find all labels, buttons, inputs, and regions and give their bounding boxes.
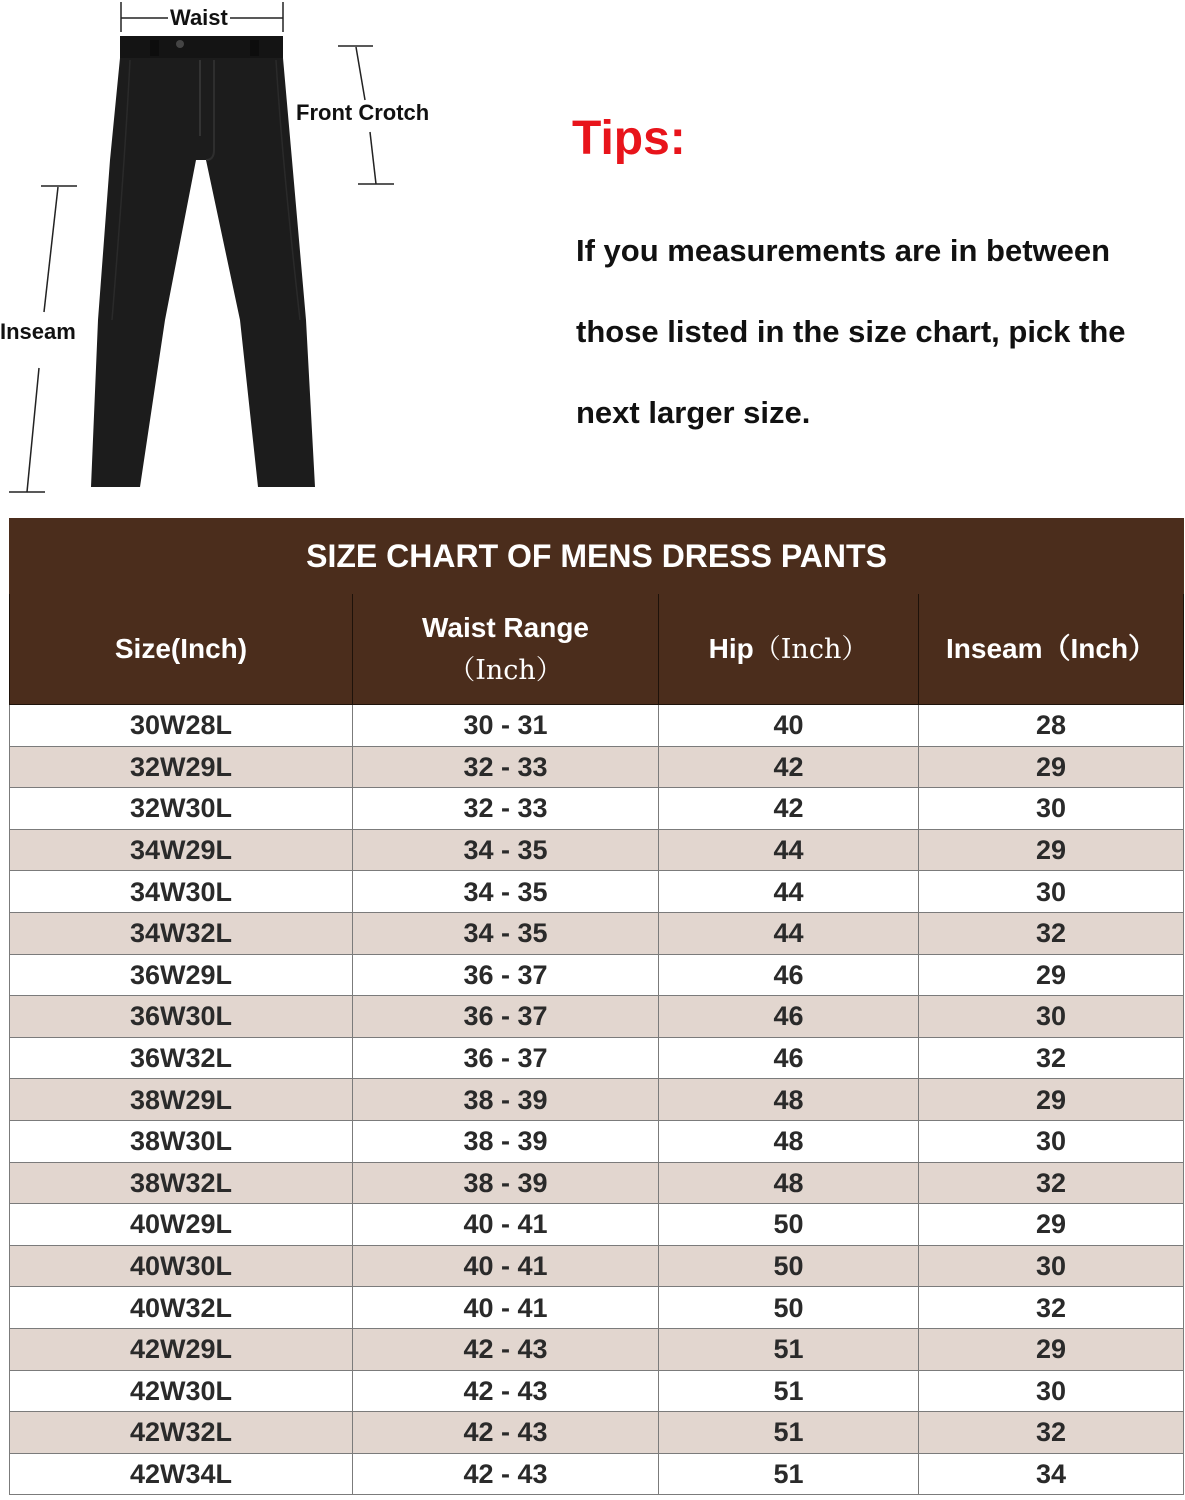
front-crotch-label: Front Crotch bbox=[296, 100, 430, 125]
waist-range-cell: 32 - 33 bbox=[353, 746, 659, 788]
inseam-cell: 32 bbox=[919, 912, 1184, 954]
table-row bbox=[10, 1453, 1184, 1495]
inseam-cell: 30 bbox=[919, 1245, 1184, 1287]
waist-range-cell: 40 - 41 bbox=[353, 1204, 659, 1246]
size-cell: 38W30L bbox=[10, 1120, 353, 1162]
column-header-label: Waist Range bbox=[422, 611, 589, 643]
inseam-cell: 32 bbox=[919, 1162, 1184, 1204]
size-cell: 36W29L bbox=[10, 954, 353, 996]
table-row bbox=[10, 746, 1184, 788]
size-cell: 42W29L bbox=[10, 1328, 353, 1370]
table-row bbox=[10, 1370, 1184, 1412]
hip-cell: 48 bbox=[659, 1120, 919, 1162]
column-header-hip bbox=[659, 594, 919, 705]
waist-range-cell: 42 - 43 bbox=[353, 1370, 659, 1412]
tips-title: Tips: bbox=[572, 112, 686, 165]
tips-text bbox=[572, 210, 1177, 453]
size-cell: 30W28L bbox=[10, 705, 353, 747]
hip-cell: 51 bbox=[659, 1453, 919, 1495]
inseam-cell: 29 bbox=[919, 829, 1184, 871]
inseam-cell: 30 bbox=[919, 871, 1184, 913]
size-cell: 34W29L bbox=[10, 829, 353, 871]
tips-line: next larger size. bbox=[576, 395, 811, 430]
column-header-label: Size(Inch) bbox=[114, 633, 248, 664]
size-cell: 40W29L bbox=[10, 1204, 353, 1246]
table-row bbox=[10, 912, 1184, 954]
hip-cell: 40 bbox=[659, 705, 919, 747]
waist-range-cell: 38 - 39 bbox=[353, 1079, 659, 1121]
inseam-label: Inseam bbox=[0, 319, 76, 344]
table-row bbox=[10, 996, 1184, 1038]
size-cell: 36W32L bbox=[10, 1037, 353, 1079]
hip-cell: 44 bbox=[659, 912, 919, 954]
waist-range-cell: 38 - 39 bbox=[353, 1162, 659, 1204]
table-row bbox=[10, 871, 1184, 913]
table-row bbox=[10, 954, 1184, 996]
inseam-cell: 30 bbox=[919, 788, 1184, 830]
size-cell: 32W29L bbox=[10, 746, 353, 788]
inseam-cell: 34 bbox=[919, 1453, 1184, 1495]
column-header-unit: （Inch） bbox=[1042, 633, 1157, 664]
waist-range-cell: 34 - 35 bbox=[353, 871, 659, 913]
pants-diagram-svg bbox=[0, 0, 520, 505]
tips-section bbox=[572, 108, 1177, 453]
size-cell: 38W32L bbox=[10, 1162, 353, 1204]
size-cell: 42W30L bbox=[10, 1370, 353, 1412]
inseam-cell: 29 bbox=[919, 746, 1184, 788]
table-body bbox=[10, 705, 1184, 1495]
table-row bbox=[10, 1245, 1184, 1287]
size-chart bbox=[9, 518, 1183, 1495]
size-cell: 36W30L bbox=[10, 996, 353, 1038]
table-row bbox=[10, 1412, 1184, 1454]
table-row bbox=[10, 1204, 1184, 1246]
inseam-cell: 28 bbox=[919, 705, 1184, 747]
table-row bbox=[10, 1037, 1184, 1079]
hip-cell: 46 bbox=[659, 1037, 919, 1079]
hip-cell: 50 bbox=[659, 1245, 919, 1287]
inseam-cell: 29 bbox=[919, 1204, 1184, 1246]
hip-cell: 51 bbox=[659, 1370, 919, 1412]
size-cell: 32W30L bbox=[10, 788, 353, 830]
inseam-cell: 32 bbox=[919, 1287, 1184, 1329]
size-cell: 40W32L bbox=[10, 1287, 353, 1329]
hip-cell: 44 bbox=[659, 871, 919, 913]
waist-range-cell: 40 - 41 bbox=[353, 1287, 659, 1329]
table-row bbox=[10, 705, 1184, 747]
hip-cell: 44 bbox=[659, 829, 919, 871]
column-header-size bbox=[10, 594, 353, 705]
waist-range-cell: 34 - 35 bbox=[353, 912, 659, 954]
waist-label: Waist bbox=[170, 5, 228, 30]
size-cell: 38W29L bbox=[10, 1079, 353, 1121]
measurement-diagram bbox=[0, 0, 520, 505]
column-header-unit: （Inch） bbox=[448, 654, 563, 686]
size-chart-table bbox=[9, 518, 1184, 1495]
size-cell: 42W32L bbox=[10, 1412, 353, 1454]
table-row bbox=[10, 1079, 1184, 1121]
size-cell: 40W30L bbox=[10, 1245, 353, 1287]
column-header-waist bbox=[353, 594, 659, 705]
pants-icon bbox=[91, 36, 315, 487]
column-header-label: Hip bbox=[708, 632, 754, 664]
waist-range-cell: 30 - 31 bbox=[353, 705, 659, 747]
table-row bbox=[10, 1120, 1184, 1162]
chart-title: SIZE CHART OF MENS DRESS PANTS bbox=[10, 519, 1184, 594]
inseam-cell: 29 bbox=[919, 1079, 1184, 1121]
inseam-cell: 29 bbox=[919, 954, 1184, 996]
size-cell: 34W30L bbox=[10, 871, 353, 913]
waist-range-cell: 40 - 41 bbox=[353, 1245, 659, 1287]
waist-range-cell: 36 - 37 bbox=[353, 954, 659, 996]
table-header-row bbox=[10, 594, 1184, 705]
inseam-cell: 30 bbox=[919, 1120, 1184, 1162]
hip-cell: 46 bbox=[659, 996, 919, 1038]
table-row bbox=[10, 1328, 1184, 1370]
waist-range-cell: 42 - 43 bbox=[353, 1412, 659, 1454]
tips-line: those listed in the size chart, pick the bbox=[576, 314, 1126, 349]
waist-range-cell: 42 - 43 bbox=[353, 1453, 659, 1495]
hip-cell: 50 bbox=[659, 1287, 919, 1329]
hip-cell: 50 bbox=[659, 1204, 919, 1246]
table-row bbox=[10, 1287, 1184, 1329]
inseam-cell: 32 bbox=[919, 1037, 1184, 1079]
size-cell: 34W32L bbox=[10, 912, 353, 954]
inseam-cell: 29 bbox=[919, 1328, 1184, 1370]
waist-range-cell: 34 - 35 bbox=[353, 829, 659, 871]
waist-range-cell: 36 - 37 bbox=[353, 1037, 659, 1079]
column-header-inseam bbox=[919, 594, 1184, 705]
waist-range-cell: 36 - 37 bbox=[353, 996, 659, 1038]
table-row bbox=[10, 1162, 1184, 1204]
table-row bbox=[10, 829, 1184, 871]
inseam-cell: 30 bbox=[919, 1370, 1184, 1412]
waist-range-cell: 38 - 39 bbox=[353, 1120, 659, 1162]
inseam-cell: 30 bbox=[919, 996, 1184, 1038]
hip-cell: 48 bbox=[659, 1162, 919, 1204]
column-header-unit: （Inch） bbox=[753, 633, 869, 665]
hip-cell: 42 bbox=[659, 746, 919, 788]
hip-cell: 51 bbox=[659, 1328, 919, 1370]
column-header-label: Inseam bbox=[945, 633, 1043, 664]
waist-range-cell: 42 - 43 bbox=[353, 1328, 659, 1370]
table-row bbox=[10, 788, 1184, 830]
hip-cell: 42 bbox=[659, 788, 919, 830]
hip-cell: 48 bbox=[659, 1079, 919, 1121]
hip-cell: 51 bbox=[659, 1412, 919, 1454]
size-cell: 42W34L bbox=[10, 1453, 353, 1495]
inseam-cell: 32 bbox=[919, 1412, 1184, 1454]
tips-line: If you measurements are in between bbox=[576, 233, 1111, 268]
hip-cell: 46 bbox=[659, 954, 919, 996]
waist-range-cell: 32 - 33 bbox=[353, 788, 659, 830]
